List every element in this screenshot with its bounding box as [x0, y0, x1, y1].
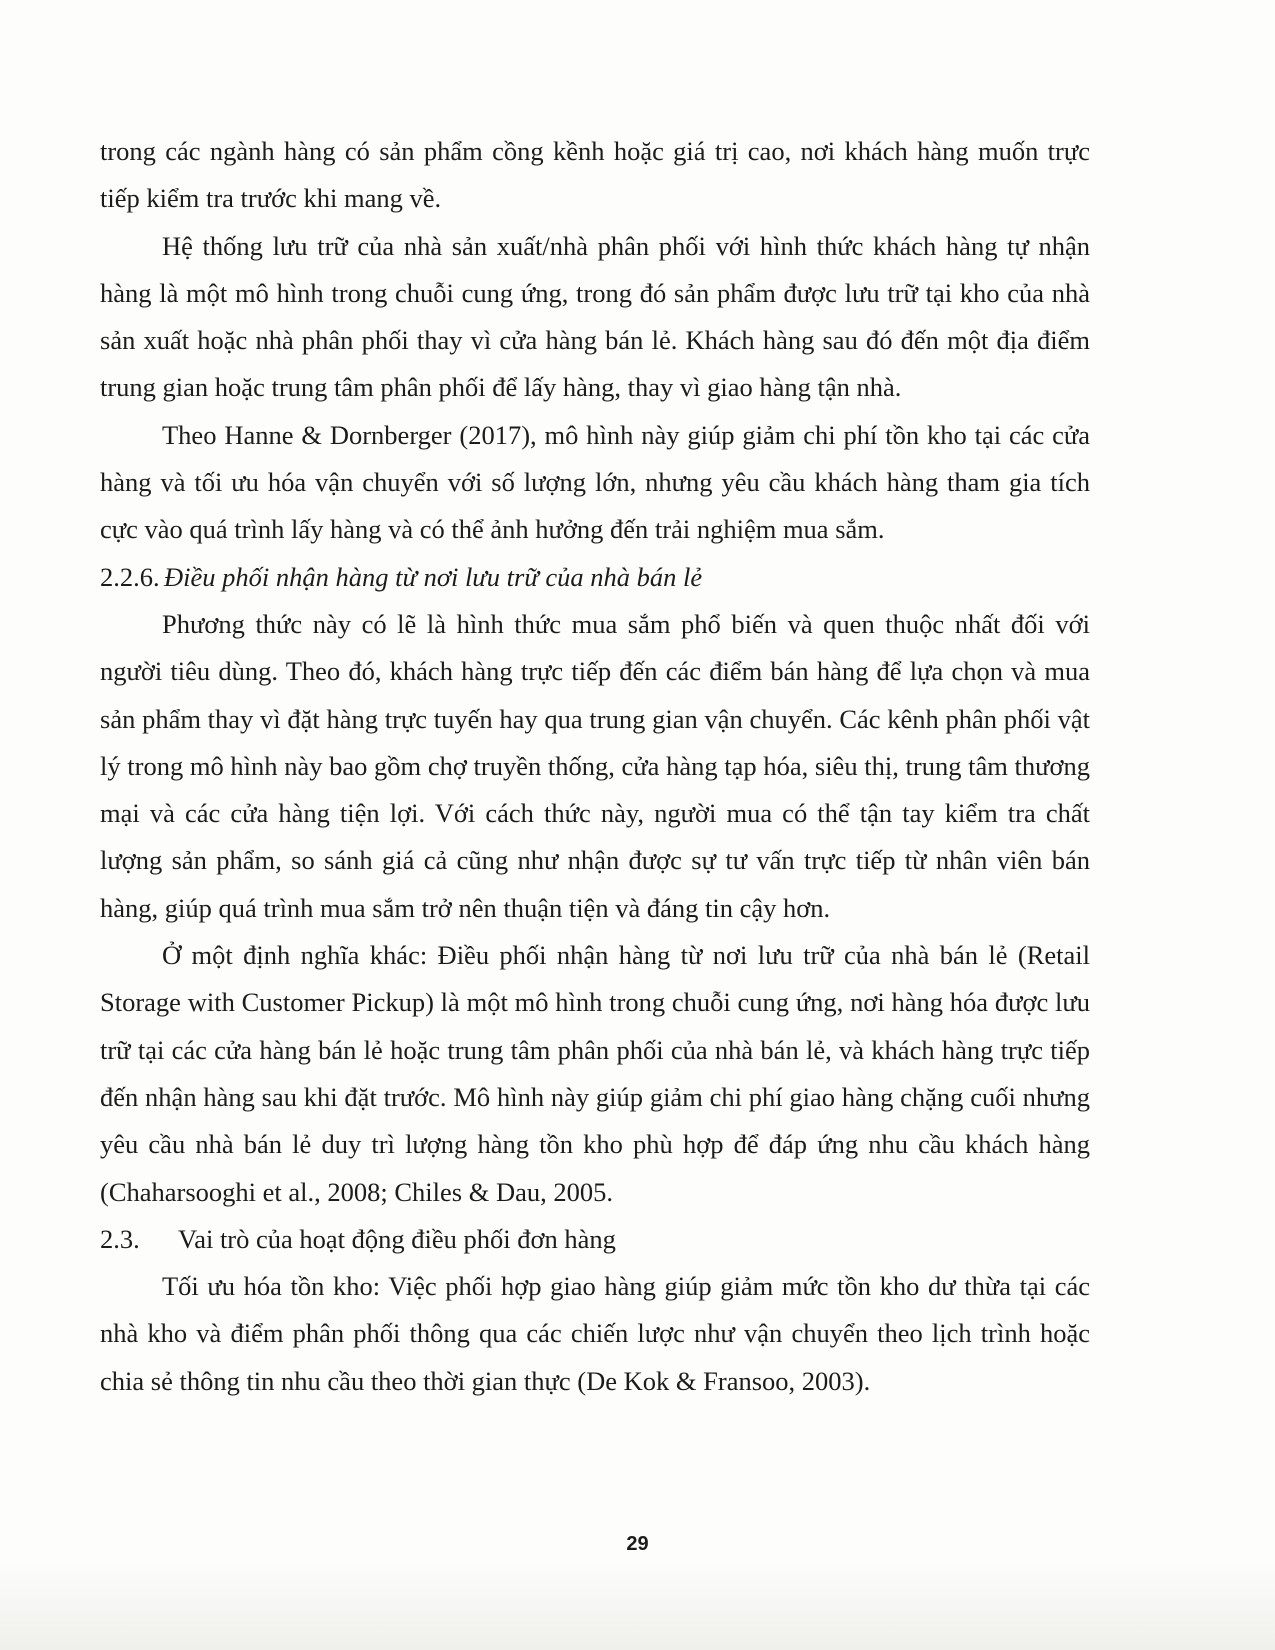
page-number: 29	[626, 1533, 649, 1555]
scan-shadow	[0, 1560, 1275, 1650]
paragraph-hanne-dornberger: Theo Hanne & Dornberger (2017), mô hình này giúp giảm chi phí tồn kho tại các cửa hàng và tối ưu hóa vận chuyển với số lượng lớn, nhưng yêu cầu khách hàng tham gia tích cực vào quá trình lấy hàng và có thể ảnh hưởng đến trải nghiệm mua sắm.	[100, 419, 1090, 545]
section-title: Vai trò của hoạt động điều phối đơn hàng	[178, 1223, 616, 1254]
subsection-number: 2.2.6.	[100, 561, 160, 592]
body-text	[100, 128, 1090, 1405]
paragraph-retail-pickup: Phương thức này có lẽ là hình thức mua sắm phổ biến và quen thuộc nhất đối với người tiêu dùng. Theo đó, khách hàng trực tiếp đến các điểm bán hàng để lựa chọn và mua sản phẩm thay vì đặt hàng trực tuyến hay qua trung gian vận chuyển. Các kênh phân phối vật lý trong mô hình này bao gồm chợ truyền thống, cửa hàng tạp hóa, siêu thị, trung tâm thương mại và các cửa hàng tiện lợi. Với cách thức này, người mua có thể tận tay kiểm tra chất lượng sản phẩm, so sánh giá cả cũng như nhận được sự tư vấn trực tiếp từ nhân viên bán hàng, giúp quá trình mua sắm trở nên thuận tiện và đáng tin cậy hơn.	[100, 608, 1090, 923]
paragraph-inventory-optimization: Tối ưu hóa tồn kho: Việc phối hợp giao hàng giúp giảm mức tồn kho dư thừa tại các nhà kho và điểm phân phối thông qua các chiến lược như vận chuyển theo lịch trình hoặc chia sẻ thông tin nhu cầu theo thời gian thực (De Kok & Fransoo, 2003).	[100, 1271, 1090, 1396]
subsection-heading	[100, 554, 1090, 601]
section-heading	[100, 1216, 1090, 1263]
subsection-title: Điều phối nhận hàng từ nơi lưu trữ của nhà bán lẻ	[164, 561, 703, 592]
paragraph-manufacturer-storage: Hệ thống lưu trữ của nhà sản xuất/nhà phân phối với hình thức khách hàng tự nhận hàng là một mô hình trong chuỗi cung ứng, trong đó sản phẩm được lưu trữ tại kho của nhà sản xuất hoặc nhà phân phối thay vì cửa hàng bán lẻ. Khách hàng sau đó đến một địa điểm trung gian hoặc trung tâm phân phối để lấy hàng, thay vì giao hàng tận nhà.	[100, 230, 1090, 403]
paragraph-continuation: trong các ngành hàng có sản phẩm cồng kềnh hoặc giá trị cao, nơi khách hàng muốn trực tiếp kiểm tra trước khi mang về.	[100, 136, 1090, 214]
section-number: 2.3.	[100, 1223, 140, 1254]
paragraph-alt-definition: Ở một định nghĩa khác: Điều phối nhận hàng từ nơi lưu trữ của nhà bán lẻ (Retail Storage with Customer Pickup) là một mô hình trong chuỗi cung ứng, nơi hàng hóa được lưu trữ tại các cửa hàng bán lẻ hoặc trung tâm phân phối của nhà bán lẻ, và khách hàng trực tiếp đến nhận hàng sau khi đặt trước. Mô hình này giúp giảm chi phí giao hàng chặng cuối nhưng yêu cầu nhà bán lẻ duy trì lượng hàng tồn kho phù hợp để đáp ứng nhu cầu khách hàng (Chaharsooghi et al., 2008; Chiles & Dau, 2005.	[100, 940, 1090, 1207]
